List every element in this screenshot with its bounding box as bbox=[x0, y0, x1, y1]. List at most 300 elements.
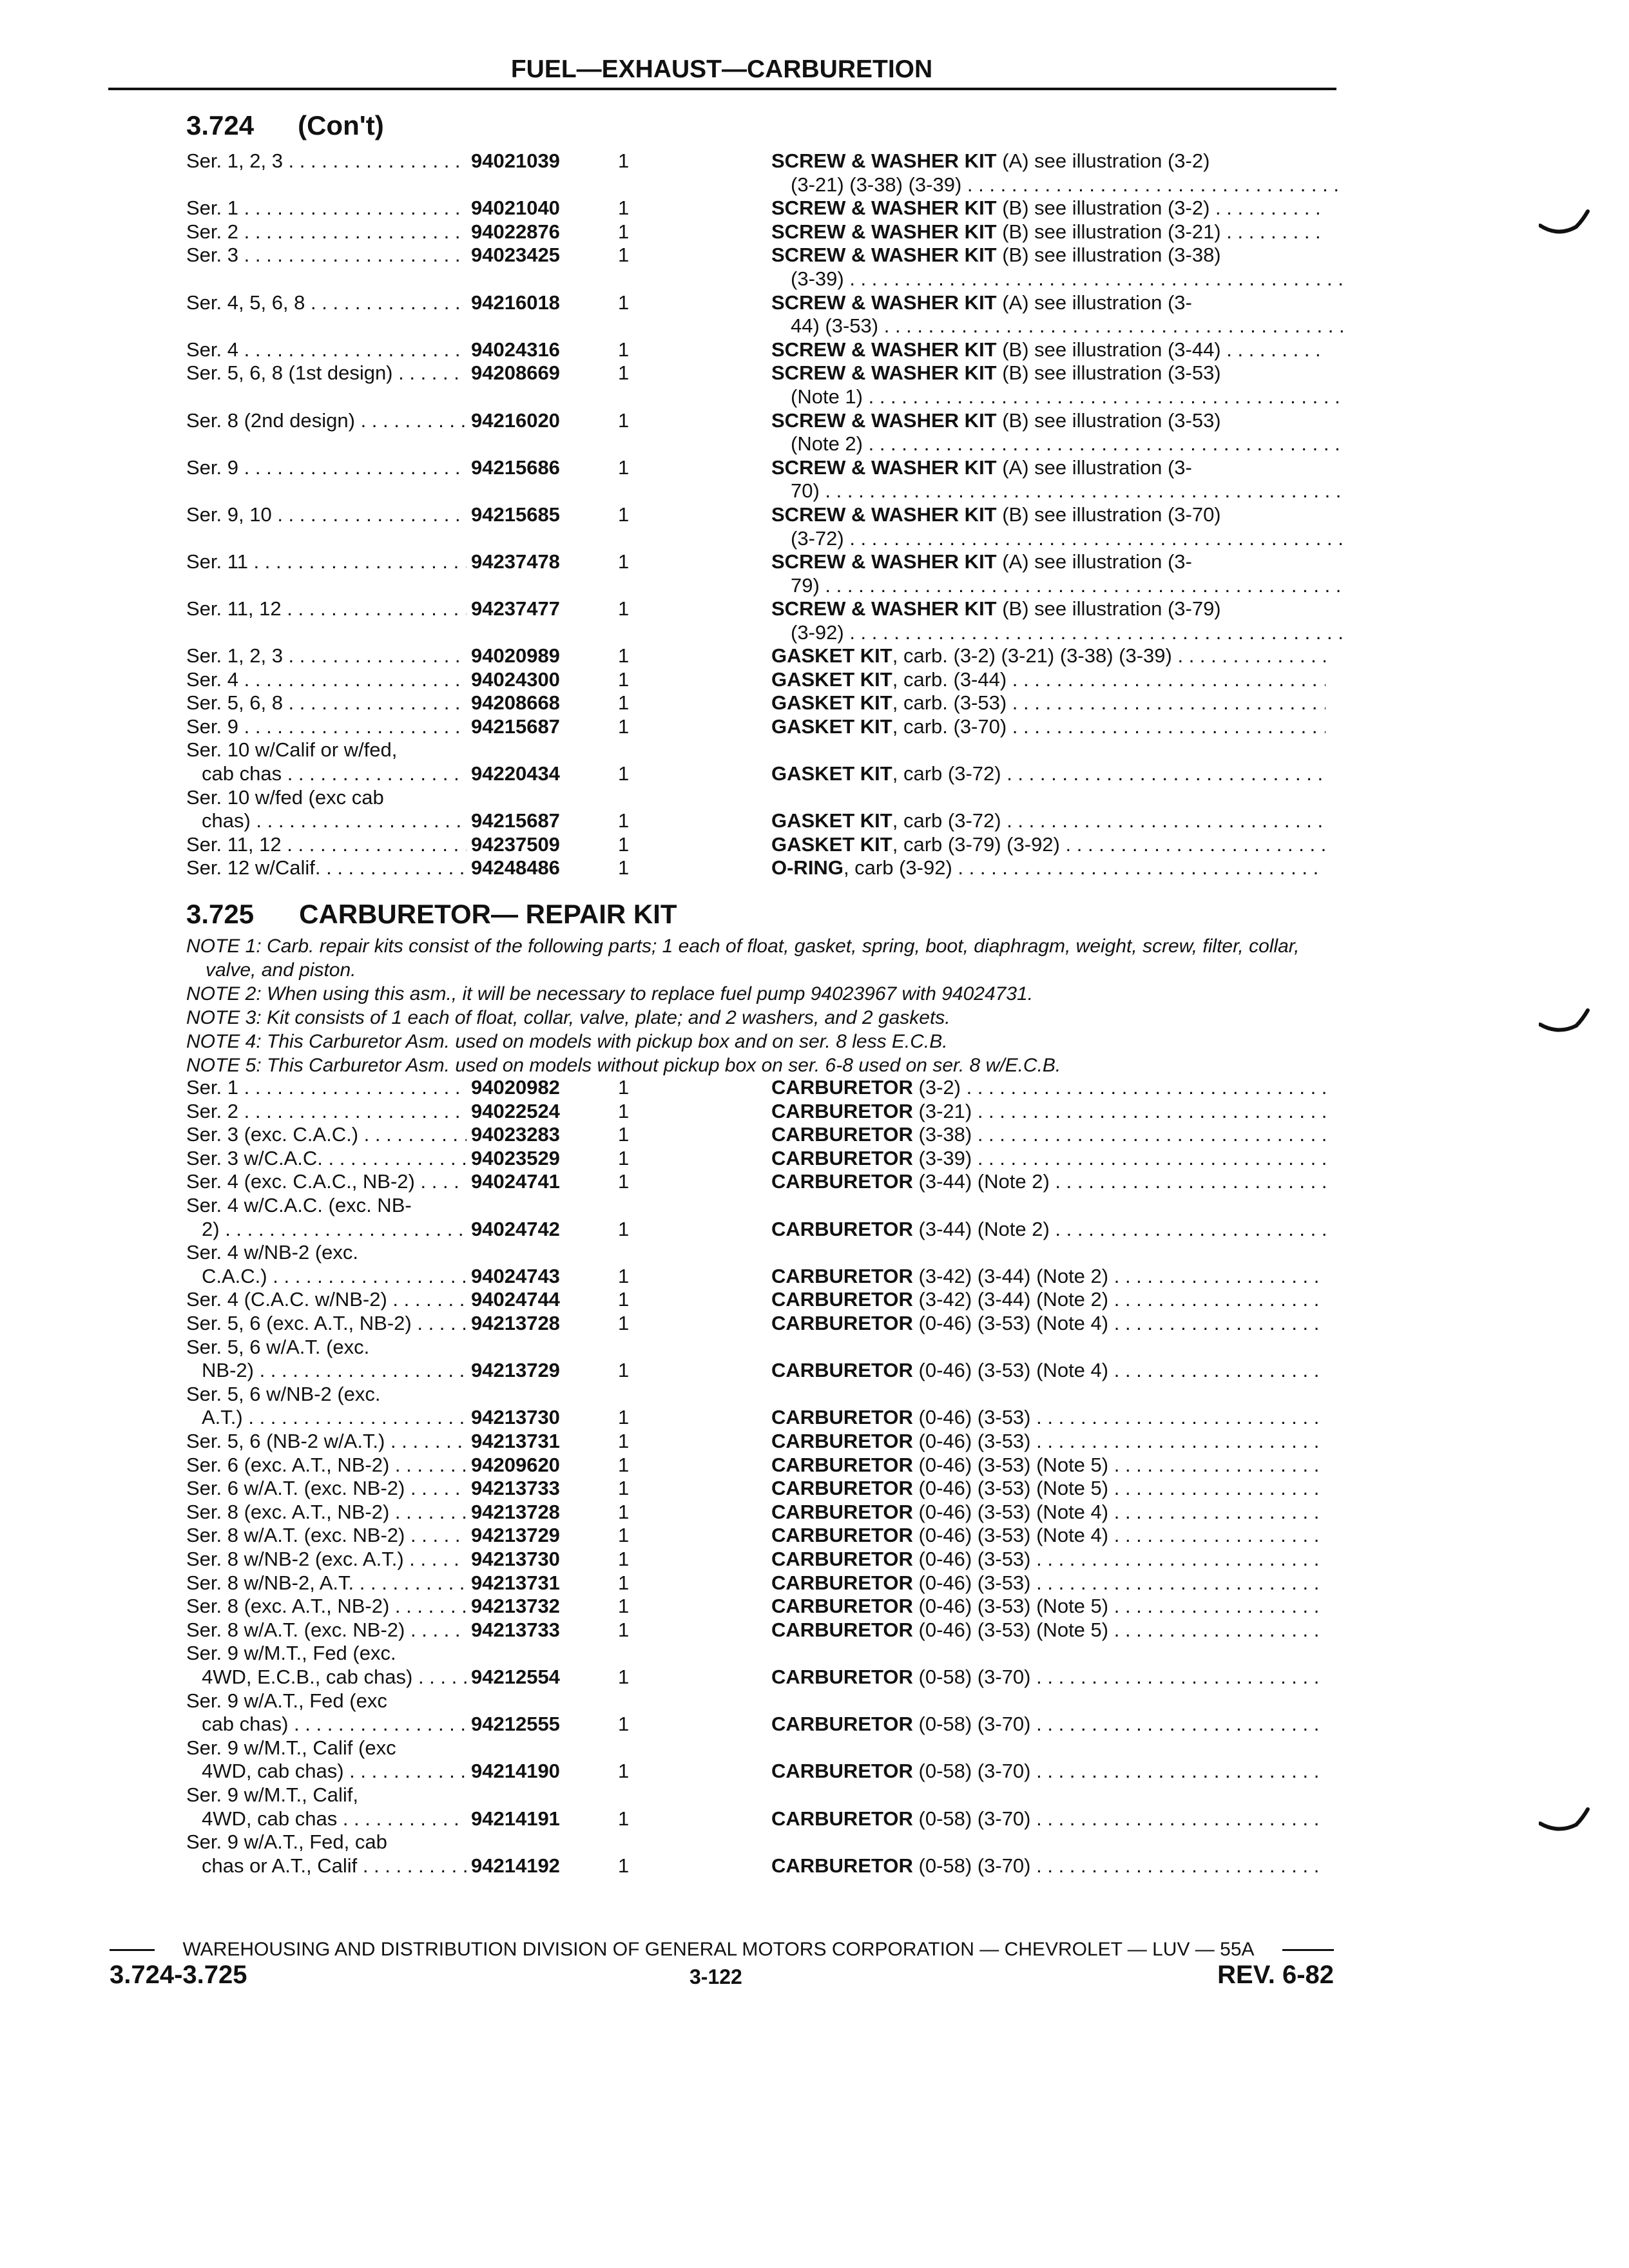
application-cell bbox=[186, 1595, 467, 1618]
part-number: 94024743 bbox=[471, 1264, 560, 1287]
header-rule bbox=[108, 88, 1336, 90]
application-cell bbox=[186, 833, 467, 856]
application-text: Ser. 9, 10 . . . bbox=[186, 503, 467, 526]
description-text bbox=[771, 668, 1325, 691]
section-label: (Con't) bbox=[298, 110, 384, 140]
description-cell bbox=[771, 1312, 1325, 1335]
section-3725-title bbox=[186, 899, 677, 929]
part-number: 94212554 bbox=[471, 1666, 560, 1688]
description-cell bbox=[771, 1548, 1325, 1571]
part-number: 94023529 bbox=[471, 1146, 560, 1169]
item-detail: (0-46) (3-53) bbox=[912, 1548, 1031, 1570]
description-continuation bbox=[771, 527, 1345, 550]
section-label: CARBURETOR— REPAIR KIT bbox=[299, 899, 677, 929]
description-text bbox=[771, 409, 1221, 432]
application-cell bbox=[186, 1147, 467, 1170]
part-number: 94022876 bbox=[471, 220, 560, 243]
quantity: 1 bbox=[618, 408, 630, 432]
item-detail: (A) see illustration (3- bbox=[996, 550, 1192, 573]
kit-row bbox=[186, 244, 1327, 267]
item-detail: (3-42) (3-44) (Note 2) bbox=[912, 1264, 1109, 1287]
carburetor-row bbox=[186, 1477, 1327, 1500]
description-cell bbox=[771, 1076, 1325, 1099]
carburetor-row bbox=[186, 1218, 1327, 1241]
quantity: 1 bbox=[618, 1217, 630, 1240]
item-detail: , carb (3-72) bbox=[892, 809, 1001, 832]
carburetor-row bbox=[186, 1760, 1327, 1783]
quantity: 1 bbox=[618, 456, 630, 479]
description-cell bbox=[771, 1218, 1325, 1241]
item-name: CARBURETOR bbox=[771, 1524, 913, 1547]
description-text bbox=[771, 338, 1325, 361]
description-text bbox=[771, 1147, 1325, 1170]
carburetor-row bbox=[186, 1501, 1327, 1524]
application-text: Ser. 11, 12 . . . bbox=[186, 833, 467, 856]
note-2: NOTE 2: When using this asm., it will be necessary to replace fuel pump 94023967 with 94024731. bbox=[186, 983, 1034, 1004]
item-name: GASKET KIT bbox=[771, 832, 892, 856]
carburetor-row-application bbox=[186, 1383, 1327, 1406]
item-name: CARBURETOR bbox=[771, 1571, 913, 1594]
item-detail: (A) see illustration (3-2) bbox=[996, 149, 1210, 172]
item-name: SCREW & WASHER KIT bbox=[771, 220, 997, 243]
item-name: SCREW & WASHER KIT bbox=[771, 149, 997, 172]
item-name: GASKET KIT bbox=[771, 644, 892, 667]
item-name: CARBURETOR bbox=[771, 1359, 913, 1382]
item-name: CARBURETOR bbox=[771, 1477, 913, 1500]
application-cell bbox=[186, 1170, 467, 1193]
item-detail: (0-58) (3-70) bbox=[912, 1807, 1031, 1830]
description-cell bbox=[771, 220, 1325, 244]
description-text bbox=[771, 1501, 1325, 1524]
description-text bbox=[771, 1524, 1325, 1547]
application-text: Ser. 5, 6 (exc. A.T., NB-2) . . . bbox=[186, 1312, 467, 1335]
item-name: CARBURETOR bbox=[771, 1453, 913, 1476]
item-name: CARBURETOR bbox=[771, 1760, 913, 1783]
item-name: SCREW & WASHER KIT bbox=[771, 361, 997, 385]
application-cell bbox=[186, 1406, 467, 1429]
description-text bbox=[771, 1100, 1325, 1123]
description-continuation-text: 44) (3-53) . . . bbox=[791, 314, 1345, 338]
description-cell bbox=[771, 644, 1325, 668]
kit-row-continuation bbox=[186, 267, 1327, 291]
description-text bbox=[771, 503, 1221, 526]
quantity: 1 bbox=[618, 1595, 630, 1618]
description-cell bbox=[771, 1760, 1325, 1783]
part-number: 94209620 bbox=[471, 1453, 560, 1476]
description-text bbox=[771, 762, 1325, 785]
application-text: Ser. 8 w/NB-2 (exc. A.T.) . . . bbox=[186, 1548, 467, 1571]
application-cell bbox=[186, 809, 467, 832]
description-cell bbox=[771, 1265, 1325, 1288]
application-text: Ser. 1, 2, 3 . . . bbox=[186, 644, 467, 668]
application-cell bbox=[186, 1642, 467, 1665]
application-cell bbox=[186, 1783, 467, 1807]
note-5: NOTE 5: This Carburetor Asm. used on models without pickup box on ser. 6-8 used on ser. 8 w/E.C.B. bbox=[186, 1055, 1061, 1076]
quantity: 1 bbox=[618, 644, 630, 667]
item-name: SCREW & WASHER KIT bbox=[771, 408, 997, 432]
kit-row-continuation bbox=[186, 527, 1327, 550]
description-cell bbox=[771, 1359, 1325, 1382]
application-text: 4WD, cab chas . . . bbox=[202, 1807, 467, 1831]
part-number: 94213730 bbox=[471, 1406, 560, 1429]
item-name: CARBURETOR bbox=[771, 1500, 913, 1523]
kit-row-continuation bbox=[186, 385, 1327, 408]
gasket-row bbox=[186, 833, 1327, 856]
part-number: 94023283 bbox=[471, 1123, 560, 1146]
application-cell bbox=[186, 644, 467, 668]
part-number: 94215687 bbox=[471, 809, 560, 832]
application-cell bbox=[186, 1454, 467, 1477]
description-cell bbox=[771, 1619, 1325, 1642]
gasket-row bbox=[186, 856, 1327, 879]
application-cell bbox=[186, 1501, 467, 1524]
gasket-row-application bbox=[186, 738, 1327, 762]
application-text: Ser. 4 (C.A.C. w/NB-2) . . . bbox=[186, 1288, 467, 1311]
carburetor-row-application bbox=[186, 1831, 1327, 1854]
kit-row bbox=[186, 456, 1327, 479]
kit-row-continuation bbox=[186, 314, 1327, 338]
quantity: 1 bbox=[618, 691, 630, 715]
footer-rule-right bbox=[1282, 1949, 1334, 1951]
part-number: 94213728 bbox=[471, 1312, 560, 1334]
description-continuation-text: (Note 2) . . . bbox=[791, 432, 1345, 456]
item-name: SCREW & WASHER KIT bbox=[771, 291, 997, 314]
description-text bbox=[771, 1595, 1325, 1618]
quantity: 1 bbox=[618, 1571, 630, 1594]
quantity: 1 bbox=[618, 197, 630, 220]
application-text: Ser. 9 w/M.T., Fed (exc. bbox=[186, 1642, 396, 1665]
quantity: 1 bbox=[618, 1854, 630, 1877]
description-cell bbox=[771, 1595, 1325, 1618]
kit-row bbox=[186, 291, 1327, 314]
part-number: 94020989 bbox=[471, 644, 560, 667]
item-name: SCREW & WASHER KIT bbox=[771, 197, 997, 220]
description-text bbox=[771, 149, 1210, 172]
application-text: Ser. 3 . . . bbox=[186, 244, 467, 267]
quantity: 1 bbox=[618, 1312, 630, 1334]
item-detail: (0-46) (3-53) (Note 5) bbox=[912, 1453, 1109, 1476]
description-cell bbox=[771, 1666, 1325, 1689]
part-number: 94215687 bbox=[471, 715, 560, 738]
quantity: 1 bbox=[618, 1713, 630, 1736]
application-cell bbox=[186, 149, 467, 173]
description-continuation bbox=[771, 173, 1345, 197]
description-text bbox=[771, 1359, 1325, 1382]
application-text: Ser. 1, 2, 3 . . . bbox=[186, 149, 467, 173]
description-text bbox=[771, 1807, 1325, 1831]
part-number: 94213729 bbox=[471, 1524, 560, 1547]
kit-row bbox=[186, 361, 1327, 385]
carburetor-row bbox=[186, 1548, 1327, 1571]
item-name: SCREW & WASHER KIT bbox=[771, 456, 997, 479]
application-cell bbox=[186, 1619, 467, 1642]
item-detail: , carb (3-72) bbox=[892, 762, 1001, 785]
description-continuation-text: (Note 1) . . . bbox=[791, 385, 1345, 408]
application-cell bbox=[186, 1854, 467, 1878]
item-detail: (3-2) bbox=[912, 1076, 961, 1099]
footer-publisher: WAREHOUSING AND DISTRIBUTION DIVISION OF GENERAL MOTORS CORPORATION — CHEVROLET — LUV — 55A bbox=[178, 1939, 1258, 1960]
part-number: 94216020 bbox=[471, 408, 560, 432]
gasket-row bbox=[186, 668, 1327, 691]
description-cell bbox=[771, 291, 1325, 314]
description-text bbox=[771, 1666, 1325, 1689]
application-cell bbox=[186, 1194, 467, 1217]
notes-block bbox=[186, 934, 1327, 1077]
gasket-row bbox=[186, 762, 1327, 785]
part-number: 94024300 bbox=[471, 668, 560, 691]
description-text bbox=[771, 856, 1325, 879]
application-text: Ser. 5, 6 w/NB-2 (exc. bbox=[186, 1382, 381, 1405]
carburetor-row bbox=[186, 1454, 1327, 1477]
gasket-row bbox=[186, 691, 1327, 715]
item-detail: (0-46) (3-53) (Note 4) bbox=[912, 1312, 1109, 1334]
application-cell bbox=[186, 1100, 467, 1123]
application-text: chas) . . . bbox=[202, 809, 467, 832]
application-cell bbox=[186, 738, 467, 762]
application-cell bbox=[186, 1312, 467, 1335]
quantity: 1 bbox=[618, 1264, 630, 1287]
application-text: Ser. 9 . . . bbox=[186, 715, 467, 738]
quantity: 1 bbox=[618, 1477, 630, 1500]
carburetor-row bbox=[186, 1359, 1327, 1382]
item-detail: (0-58) (3-70) bbox=[912, 1666, 1031, 1688]
description-cell bbox=[771, 1501, 1325, 1524]
application-cell bbox=[186, 597, 467, 620]
quantity: 1 bbox=[618, 832, 630, 856]
item-name: O-RING bbox=[771, 856, 843, 879]
item-detail: , carb. (3-44) bbox=[892, 668, 1007, 691]
quantity: 1 bbox=[618, 1618, 630, 1641]
description-text bbox=[771, 456, 1192, 479]
description-continuation bbox=[771, 621, 1345, 644]
item-detail: (B) see illustration (3-38) bbox=[996, 244, 1221, 267]
item-name: CARBURETOR bbox=[771, 1123, 913, 1146]
section-number: 3.725 bbox=[186, 899, 255, 929]
carburetor-row bbox=[186, 1312, 1327, 1335]
kit-row-continuation bbox=[186, 574, 1327, 597]
note-4: NOTE 4: This Carburetor Asm. used on models with pickup box and on ser. 8 less E.C.B. bbox=[186, 1031, 948, 1052]
check-mark-icon bbox=[1539, 1804, 1590, 1843]
description-text bbox=[771, 1123, 1325, 1146]
application-cell bbox=[186, 1218, 467, 1241]
part-number: 94213733 bbox=[471, 1618, 560, 1641]
item-detail: , carb (3-92) bbox=[843, 856, 952, 879]
application-cell bbox=[186, 1760, 467, 1783]
item-detail: (0-58) (3-70) bbox=[912, 1854, 1031, 1877]
description-cell bbox=[771, 1524, 1325, 1547]
application-text: Ser. 4, 5, 6, 8 . . . bbox=[186, 291, 467, 314]
application-text: Ser. 3 (exc. C.A.C.) . . . bbox=[186, 1123, 467, 1146]
description-cell bbox=[771, 715, 1325, 738]
application-text: Ser. 5, 6, 8 . . . bbox=[186, 691, 467, 715]
item-name: CARBURETOR bbox=[771, 1713, 913, 1736]
description-text bbox=[771, 1076, 1325, 1099]
application-text: Ser. 2 . . . bbox=[186, 220, 467, 244]
description-continuation-text: 70) . . . bbox=[791, 479, 1345, 503]
carburetor-row-application bbox=[186, 1783, 1327, 1807]
application-cell bbox=[186, 1831, 467, 1854]
item-detail: , carb. (3-70) bbox=[892, 715, 1007, 738]
description-text bbox=[771, 1477, 1325, 1500]
application-text: Ser. 11, 12 . . . bbox=[186, 597, 467, 620]
description-cell bbox=[771, 1454, 1325, 1477]
application-cell bbox=[186, 1571, 467, 1595]
check-mark-icon bbox=[1539, 1005, 1590, 1044]
quantity: 1 bbox=[618, 1170, 630, 1193]
kit-row bbox=[186, 503, 1327, 526]
description-cell bbox=[771, 1713, 1325, 1736]
part-number: 94248486 bbox=[471, 856, 560, 879]
carburetor-row-application bbox=[186, 1642, 1327, 1665]
description-text bbox=[771, 220, 1325, 244]
description-text bbox=[771, 691, 1325, 715]
part-number: 94024744 bbox=[471, 1288, 560, 1311]
description-cell bbox=[771, 809, 1325, 832]
application-text: Ser. 9 w/A.T., Fed, cab bbox=[186, 1831, 387, 1854]
description-text bbox=[771, 1713, 1325, 1736]
application-cell bbox=[186, 1548, 467, 1571]
description-continuation bbox=[771, 267, 1345, 291]
description-cell bbox=[771, 550, 1325, 573]
item-name: CARBURETOR bbox=[771, 1666, 913, 1688]
description-cell bbox=[771, 1100, 1325, 1123]
item-name: GASKET KIT bbox=[771, 668, 892, 691]
application-text: 2) . . . bbox=[202, 1218, 467, 1241]
application-text: A.T.) . . . bbox=[202, 1406, 467, 1429]
carburetor-row-application bbox=[186, 1736, 1327, 1760]
application-text: Ser. 3 w/C.A.C. . . . bbox=[186, 1147, 467, 1170]
application-cell bbox=[186, 715, 467, 738]
carburetor-row bbox=[186, 1406, 1327, 1429]
part-number: 94214191 bbox=[471, 1807, 560, 1830]
description-cell bbox=[771, 1477, 1325, 1500]
quantity: 1 bbox=[618, 856, 630, 879]
quantity: 1 bbox=[618, 338, 630, 361]
application-text: Ser. 10 w/Calif or w/fed, bbox=[186, 738, 398, 762]
quantity: 1 bbox=[618, 1359, 630, 1382]
description-cell bbox=[771, 691, 1325, 715]
application-text: Ser. 4 (exc. C.A.C., NB-2) . . . bbox=[186, 1170, 467, 1193]
quantity: 1 bbox=[618, 1548, 630, 1570]
part-number: 94208669 bbox=[471, 361, 560, 385]
application-cell bbox=[186, 1241, 467, 1264]
item-detail: (B) see illustration (3-2) . bbox=[996, 197, 1221, 220]
description-cell bbox=[771, 1854, 1325, 1878]
application-text: Ser. 5, 6, 8 (1st design) . . . . bbox=[186, 361, 467, 385]
description-text bbox=[771, 597, 1221, 620]
description-text bbox=[771, 1548, 1325, 1571]
carburetor-row bbox=[186, 1619, 1327, 1642]
description-cell bbox=[771, 762, 1325, 785]
item-name: CARBURETOR bbox=[771, 1807, 913, 1830]
part-number: 94214192 bbox=[471, 1854, 560, 1877]
quantity: 1 bbox=[618, 1524, 630, 1547]
application-cell bbox=[186, 409, 467, 432]
application-cell bbox=[186, 197, 467, 220]
quantity: 1 bbox=[618, 762, 630, 785]
part-number: 94208668 bbox=[471, 691, 560, 715]
description-cell bbox=[771, 1147, 1325, 1170]
application-text: Ser. 9 w/M.T., Calif, bbox=[186, 1783, 359, 1806]
part-number: 94214190 bbox=[471, 1760, 560, 1783]
item-detail: (0-46) (3-53) (Note 4) bbox=[912, 1524, 1109, 1547]
carburetor-row bbox=[186, 1076, 1327, 1099]
description-cell bbox=[771, 1170, 1325, 1193]
application-text: Ser. 8 w/A.T. (exc. NB-2) . . . bbox=[186, 1524, 467, 1547]
application-text: Ser. 9 w/A.T., Fed (exc bbox=[186, 1689, 387, 1712]
part-number: 94022524 bbox=[471, 1099, 560, 1122]
description-continuation-text: (3-92) . . . bbox=[791, 621, 1345, 644]
item-name: GASKET KIT bbox=[771, 809, 892, 832]
gasket-row-application bbox=[186, 786, 1327, 809]
gasket-row bbox=[186, 809, 1327, 832]
application-text: Ser. 8 (exc. A.T., NB-2) . . . bbox=[186, 1595, 467, 1618]
gasket-row bbox=[186, 644, 1327, 668]
quantity: 1 bbox=[618, 1406, 630, 1429]
description-text bbox=[771, 1312, 1325, 1335]
description-text bbox=[771, 809, 1325, 832]
application-text: Ser. 11 . . . bbox=[186, 550, 467, 573]
kit-row bbox=[186, 149, 1327, 173]
kit-row bbox=[186, 550, 1327, 573]
application-cell bbox=[186, 856, 467, 879]
description-cell bbox=[771, 503, 1325, 526]
application-cell bbox=[186, 220, 467, 244]
application-text: Ser. 4 w/C.A.C. (exc. NB- bbox=[186, 1194, 412, 1216]
item-detail: (0-46) (3-53) (Note 4) bbox=[912, 1500, 1109, 1523]
application-text: Ser. 8 w/NB-2, A.T. . . . bbox=[186, 1571, 467, 1595]
description-text bbox=[771, 1218, 1325, 1241]
carburetor-row bbox=[186, 1147, 1327, 1170]
quantity: 1 bbox=[618, 291, 630, 314]
item-detail: (0-46) (3-53) (Note 5) bbox=[912, 1618, 1109, 1641]
part-number: 94021040 bbox=[471, 197, 560, 220]
item-name: CARBURETOR bbox=[771, 1548, 913, 1570]
item-detail: , carb. (3-53) bbox=[892, 691, 1007, 715]
description-continuation bbox=[771, 479, 1345, 503]
part-number: 94213731 bbox=[471, 1430, 560, 1452]
part-number: 94212555 bbox=[471, 1713, 560, 1736]
description-continuation-text: (3-21) (3-38) (3-39) . . . bbox=[791, 173, 1345, 197]
footer-page-number: 3-122 bbox=[689, 1965, 742, 1988]
application-text: Ser. 1 . . . bbox=[186, 197, 467, 220]
quantity: 1 bbox=[618, 1288, 630, 1311]
footer-section-range: 3.724-3.725 bbox=[110, 1961, 247, 1989]
item-detail: (3-21) bbox=[912, 1099, 972, 1122]
kit-row bbox=[186, 197, 1327, 220]
application-text: Ser. 4 . . . bbox=[186, 338, 467, 361]
description-cell bbox=[771, 597, 1325, 620]
quantity: 1 bbox=[618, 503, 630, 526]
description-cell bbox=[771, 1288, 1325, 1311]
description-text bbox=[771, 550, 1192, 573]
item-detail: (A) see illustration (3- bbox=[996, 291, 1192, 314]
carburetor-row bbox=[186, 1100, 1327, 1123]
note-3: NOTE 3: Kit consists of 1 each of float, collar, valve, plate; and 2 washers, and 2 gaskets. bbox=[186, 1007, 950, 1028]
item-detail: (3-44) (Note 2) bbox=[912, 1170, 1050, 1193]
application-cell bbox=[186, 1383, 467, 1406]
description-text bbox=[771, 361, 1221, 384]
application-text: Ser. 6 w/A.T. (exc. NB-2) . . . bbox=[186, 1477, 467, 1500]
item-detail: , carb (3-79) (3-92) bbox=[892, 832, 1060, 856]
application-text: NB-2) . . . bbox=[202, 1359, 467, 1382]
quantity: 1 bbox=[618, 668, 630, 691]
carburetor-row bbox=[186, 1288, 1327, 1311]
description-text bbox=[771, 1454, 1325, 1477]
description-cell bbox=[771, 409, 1325, 432]
quantity: 1 bbox=[618, 1076, 630, 1099]
description-cell bbox=[771, 149, 1325, 173]
